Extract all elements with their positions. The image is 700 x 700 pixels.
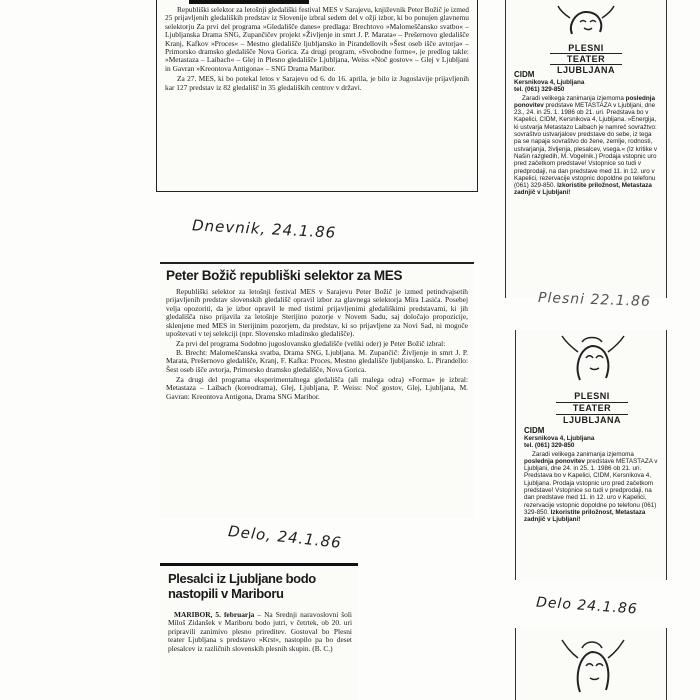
clip1-paragraph: Za 27. MES, ki bo potekal letos v Sarajevu od 6. do 16. aprila, je bilo iz Jugoslavije prijavljenih kar 127 predstav iz 82 gledališč in 35 gledaliških centrov v državi.: [165, 74, 469, 92]
clip2-headline: Peter Božič republiški selektor za MES: [166, 268, 403, 283]
handwritten-note-ad2: Delo 24.1.86: [535, 594, 639, 618]
handwritten-note-dnevnik: Dnevnik, 24.1.86: [191, 216, 337, 242]
clip3-body: [168, 611, 352, 653]
ad2-logo: [556, 334, 628, 426]
ad-metastaza-1: [505, 0, 667, 298]
ad1-phone: tel. (061) 329-850: [514, 86, 565, 94]
ad1-body: Zaradi velikega zanimanja izjemoma poslednja ponovitev predstave METASTAZA v Ljubljani, dne 23., 24. in 25. 1. 1986 ob 21. uri. Predstava bo v Kapelici, CIDM, Kersnikova 4, Ljubljana. »Energija, ki ustvarja Metastazo Laibach je namreč sovražtvo: sovraštvo ustvarjalcev predstave do sebe, iz tega pa se napaja sovraštvo do žene, zemlje, rodnosti, ustvarjanja, življenja, plesalcev, vsega.« (Iz kritike v Našin razgledih, M. Vogelnik.) Prodaja vstopnic uro pred začetkom predstave! Vstopnice so tudi v predprodaji, na dan predstave med 11. in 12. uro v Kapelici, rezervacije vstopnic dopoldne po telefonu (061) 329-850. Izkoristite priložnost, Metastaza zadnjič v Ljubljani!: [514, 94, 658, 197]
clip2-paragraph: Za prvi del programa Sodobno jugoslovansko gledališče (veliki oder) je Peter Božič izbral:: [176, 339, 446, 349]
ad2-logo-text: PLESNI TEATER LJUBLJANA: [556, 391, 628, 426]
clip2-paragraph: Republiški selektor za letošnji festival MES v Sarajevu Peter Božič je izmed petindvajsetih prijavljenih predstav slovenskih gledališč opravil izbor za glavnega selektorja Mira Lasića. Posebej velja opozoriti, da je izbor opravil le med tistimi prijavljenimi gledališkimi predstavami, ki jih gledališča niso prijavila za letošnje Sterijino pozorje v Novem Sadu, saj določajo propozicije, sklenjene med MES in Sterijinim pozorjem, da predstav, ki so prijavljene za Novi Sad, ni mogoče upoštevati v tej selekciji (npr. Slovensko mladinsko gledališče).: [166, 287, 468, 339]
clip3-text: – Na Srednji naravoslovni šoli Miloš Zidanšek v Mariboru bodo jutri, v četrtek, ob 20. uri pripravili zanimivo plesno prireditev. Gostoval bo Plesni teater Ljubljana s predstavo »Krst«, nastopilo pa bo deset plesalcev iz različnih slovenskih plesnih skupin. (B. C.): [168, 610, 352, 653]
ad-metastaza-3: [515, 628, 667, 700]
clip3-dateline: MARIBOR, 5. februarja: [174, 610, 255, 619]
dancer-face-icon: [550, 4, 622, 38]
clipping-mes-selection: [156, 0, 478, 192]
ad1-address: Kersnikova 4, Ljubljana: [514, 79, 585, 86]
handwritten-note-delo: Delo, 24.1.86: [227, 522, 343, 552]
ad2-body: Zaradi velikega zanimanja izjemoma poslednja ponovitev predstave METASTAZA v Ljubljani, dne 24. in 25. 1. 1986 ob 21. uri. Predstava bo v Kapelici, CIDM, Kersnikova 4, Ljubljana. Prodaja vstopnic uro pred začetkom predstave! Vstopnice so tudi v predprodaji, na dan predstave med 11. in 12. uro v Kapelici, rezervacije vstopnic dopoldne po telefonu (061) 329-850. Izkoristite priložnost, Metastaza zadnjič v Ljubljani!: [524, 450, 658, 524]
ad2-org: CIDM: [524, 426, 545, 435]
ad1-org: CIDM: [514, 70, 535, 79]
clipping-plesalci: [160, 563, 358, 700]
clip1-paragraph: Republiški selektor za letošnji gledališki festival MES v Sarajevu, književnik Peter Božič je izmed 25 prijavljenih gledaliških predstav iz Slovenije izbral sedem del v ožji izbor, ki bo ponujen glavnemu selektorju Za prvi del programa »Gledališče danes« predlaga: Brechtovo »Malomeščansko svatbo« – Ljubljanska Drama SNG, Zupančičev projekt »Življenje in smrt J. P. Marata« – Prešernovo gledališče Kranj, Kafkov »Proces« – Mestno gledališče ljubljansko in Pirandellovih »Šest oseb išče avtorja« – Primorsko dramsko gledališče Nova Gorica. Za drugi program, »Svobodne forme«, je predlog takle: »Metastaza – Laibach« – Glej in Plesno gledališče Ljubljana, Weiss »Noč gostov« – Glej v Ljubljani in Gavran »Kreontova Antigona« – SNG Drama Maribor.: [165, 5, 469, 73]
ad2-address: Kersnikova 4, Ljubljana: [524, 435, 595, 442]
clip3-headline: Plesalci iz Ljubljane bodo nastopili v Mariboru: [168, 571, 316, 601]
dancer-face-icon: [556, 334, 628, 386]
ad2-phone: tel. (061) 329-850: [524, 442, 575, 450]
clip2-paragraph: B. Brecht: Malomeščanska svatba, Drama SNG, Ljubljana. M. Zupančič: Življenje in smrt J. P. Marata, Prešernovo gledališče, Kranj, F. Kafka: Proces, Mestno gledališče ljubljansko. L. Pirandello: Šest oseb išče avtorja, Primorsko dramsko gledališče, Nova Gorica.: [166, 347, 468, 374]
ad-metastaza-2: [515, 330, 667, 580]
clipping-bozic-selektor: [160, 262, 474, 518]
ad1-logo: [550, 4, 622, 75]
handwritten-note-ad1: Plesni 22.1.86: [537, 290, 652, 310]
dancer-face-icon: [556, 636, 628, 696]
ad1-logo-text: PLESNI TEATER LJUBLJANA: [550, 43, 622, 75]
clip2-paragraph: Za drugi del programa eksperimentalnega gledališča (ali malega odra) »Forma« je izbral: Metastaza – Laibach (koreodrama), Glej, Ljubljana, P. Weiss: Noč gostov, Glej, Ljubljana, M. Gavran: Kreontova Antigona, Drama SNG Maribor.: [166, 375, 468, 401]
